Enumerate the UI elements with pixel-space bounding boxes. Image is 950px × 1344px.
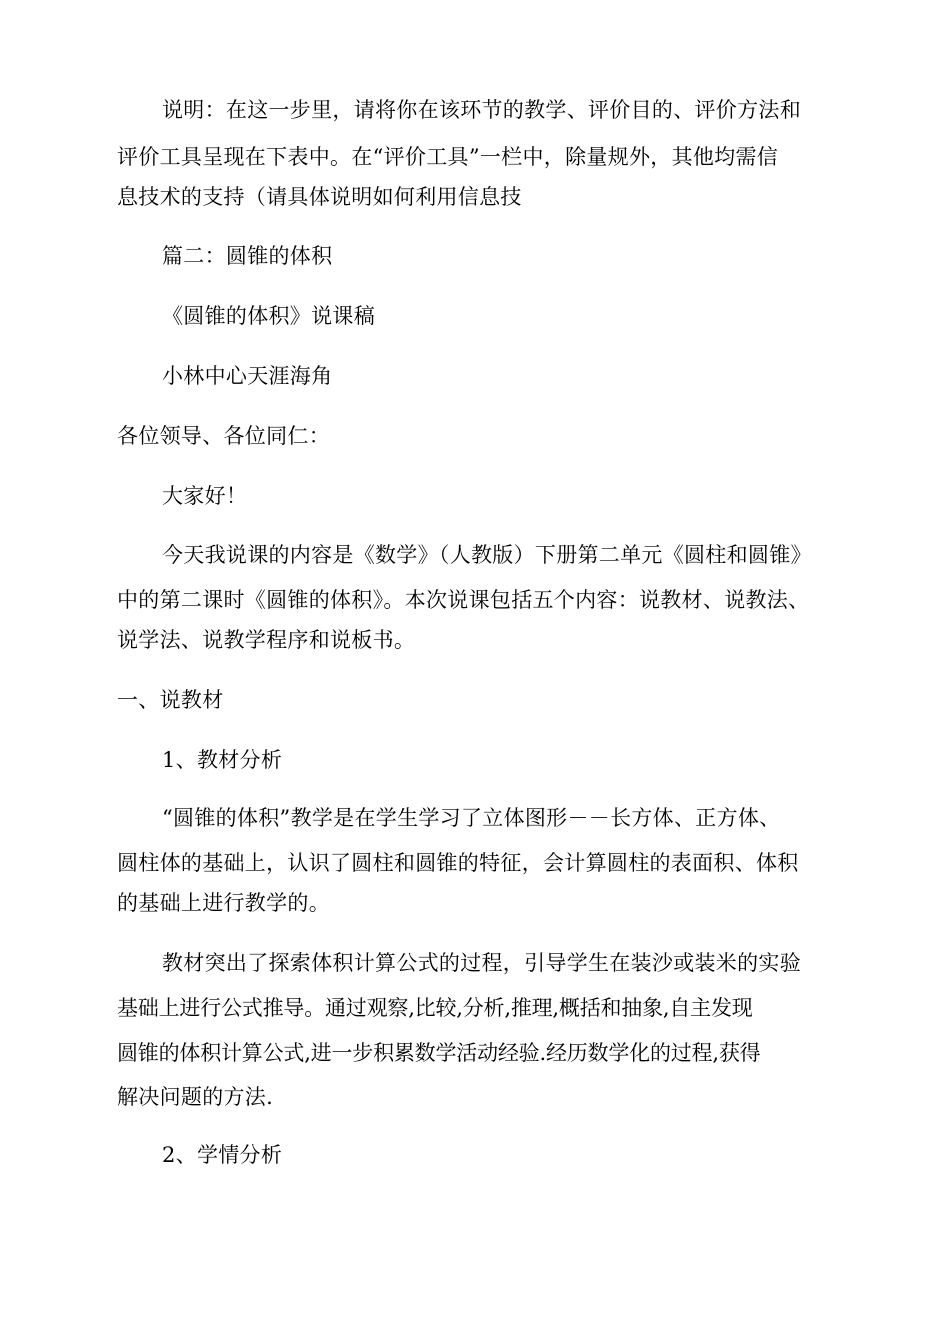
salutation: 各位领导、各位同仁：: [117, 424, 330, 448]
section-1-heading: 一、说教材: [117, 688, 224, 712]
greeting: 大家好！: [162, 484, 248, 508]
analysis-para-1-line-1: “圆锥的体积”教学是在学生学习了立体图形－－长方体、正方体、: [162, 806, 781, 830]
intro-line-2: 评价工具呈现在下表中。在“评价工具”一栏中，除量规外，其他均需信: [117, 145, 779, 169]
analysis-para-2-line-4: 解决问题的方法.: [117, 1085, 274, 1109]
analysis-para-2-line-1: 教材突出了探索体积计算公式的过程，引导学生在装沙或装米的实验: [162, 951, 801, 975]
subsection-2-heading: 2、学情分析: [162, 1143, 283, 1167]
overview-line-2: 中的第二课时《圆锥的体积》。本次说课包括五个内容：说教材、说教法、: [117, 588, 810, 612]
analysis-para-1-line-2: 圆柱体的基础上，认识了圆柱和圆锥的特征，会计算圆柱的表面积、体积: [117, 851, 799, 875]
overview-line-1: 今天我说课的内容是《数学》（人教版）下册第二单元《圆柱和圆锥》: [162, 543, 812, 567]
subsection-1-heading: 1、教材分析: [162, 748, 283, 772]
analysis-para-2-line-2: 基础上进行公式推导。通过观察,比较,分析,推理,概括和抽象,自主发现: [117, 996, 753, 1020]
chapter-title: 篇二：圆锥的体积: [162, 244, 333, 268]
intro-line-1: 说明：在这一步里，请将你在该环节的教学、评价目的、评价方法和: [162, 98, 801, 122]
analysis-para-2-line-3: 圆锥的体积计算公式,进一步积累数学活动经验.经历数学化的过程,获得: [117, 1041, 761, 1065]
overview-line-3: 说学法、说教学程序和说板书。: [117, 628, 416, 652]
intro-line-3: 息技术的支持（请具体说明如何利用信息技: [117, 185, 522, 209]
document-title: 《圆锥的体积》说课稿: [162, 304, 375, 328]
analysis-para-1-line-3: 的基础上进行教学的。: [117, 891, 330, 915]
author-line: 小林中心天涯海角: [162, 364, 333, 388]
